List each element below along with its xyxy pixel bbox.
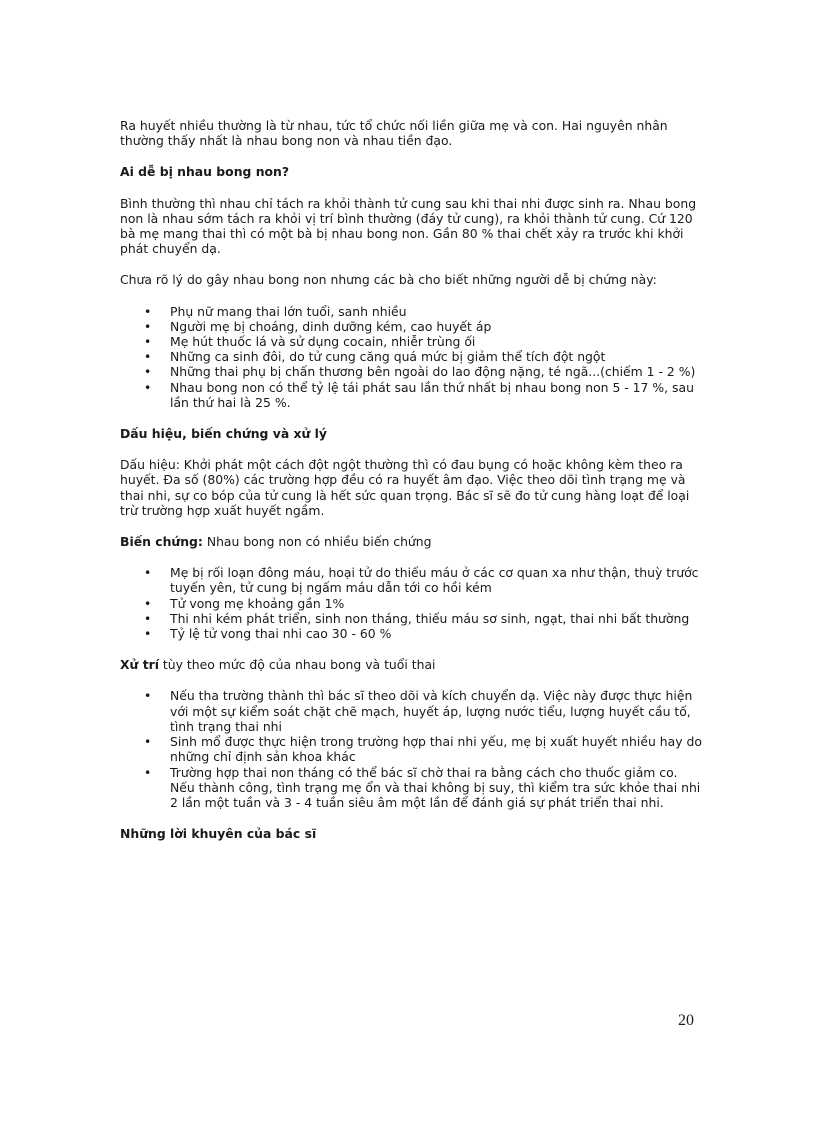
list-item: • Những ca sinh đôi, do tử cung căng quá mức bị giảm thể tích đột ngột	[170, 349, 702, 364]
complications-paragraph	[120, 534, 702, 549]
list-item: • Mẹ hút thuốc lá và sử dụng cocain, nhiễr trùng ối	[170, 334, 702, 349]
complications-label: Biến chứng:	[120, 534, 203, 550]
list-item: • Người mẹ bị choáng, dinh dưỡng kém, cao huyết áp	[170, 319, 702, 334]
intro-paragraph: Ra huyết nhiều thường là từ nhau, tức tổ chức nối liền giữa mẹ và con. Hai nguyên nhân thường thấy nhất là nhau bong non và nhau tiền đạo.	[120, 118, 668, 149]
list-item: • Trường hợp thai non tháng có thể bác sĩ chờ thai ra bằng cách cho thuốc giảm co. Nếu thành công, tình trạng mẹ ổn và thai không bị suy, thì kiểm tra sức khỏe thai nhi 2 lần một tuần và 3 - 4 tuần siêu âm một lần để đánh giá sự phát triển thai nhi.	[170, 765, 702, 811]
list-item: • Mẹ bị rối loạn đông máu, hoại tử do thiếu máu ở các cơ quan xa như thận, thuỳ trước tuyến yên, tử cung bị ngấm máu dẫn tới co hồi kém	[170, 565, 702, 595]
definition-paragraph: Bình thường thì nhau chỉ tách ra khỏi thành tử cung sau khi thai nhi được sinh ra. Nhau bong non là nhau sớm tách ra khỏi vị trí bình thường (đáy tử cung), ra khỏi thành tử cung. Cứ 120 bà mẹ mang thai thì có một bà bị nhau bong non. Gần 80 % thai chết xảy ra trước khi khởi phát chuyển dạ.	[120, 195, 697, 257]
signs-paragraph: Dấu hiệu: Khởi phát một cách đột ngột thường thì có đau bụng có hoặc không kèm theo ra huyết. Đa số (80%) các trường hợp đều có ra huyết âm đạo. Việc theo dõi tình trạng mẹ và thai nhi, sự co bóp của tử cung là hết sức quan trọng. Bác sĩ sẽ đo tử cung hàng loạt để loại trừ trường hợp xuất huyết ngầm.	[120, 457, 690, 518]
treatment-paragraph	[120, 657, 702, 672]
list-item: • Nếu tha trường thành thì bác sĩ theo dõi và kích chuyển dạ. Việc này được thực hiện với một sự kiểm soát chặt chẽ mạch, huyết áp, lượng nước tiểu, lượng huyết cầu tố, tình trạng thai nhi	[170, 688, 702, 734]
list-item: • Những thai phụ bị chấn thương bên ngoài do lao động nặng, té ngã...(chiếm 1 - 2 %)	[170, 364, 702, 379]
risk-factor-list	[120, 304, 702, 410]
list-item: • Tỷ lệ tử vong thai nhi cao 30 - 60 %	[170, 626, 702, 641]
section-heading-signs: Dấu hiệu, biến chứng và xử lý	[120, 426, 327, 442]
list-item: • Sinh mổ được thực hiện trong trường hợp thai nhi yếu, mẹ bị xuất huyết nhiều hay do những chỉ định sản khoa khác	[170, 734, 702, 764]
list-item: • Tử vong mẹ khoảng gần 1%	[170, 596, 702, 611]
section-heading-who: Ai dễ bị nhau bong non?	[120, 164, 290, 180]
treatment-text: tùy theo mức độ của nhau bong và tuổi thai	[158, 657, 436, 673]
complications-text: Nhau bong non có nhiều biến chứng	[202, 534, 432, 550]
complications-list	[120, 565, 702, 641]
list-item: • Phụ nữ mang thai lớn tuổi, sanh nhiều	[170, 304, 702, 319]
treatment-list	[120, 688, 702, 810]
list-item: • Nhau bong non có thể tỷ lệ tái phát sau lần thứ nhất bị nhau bong non 5 - 17 %, sau lần thứ hai là 25 %.	[170, 380, 702, 410]
list-item: • Thi nhi kém phát triển, sinh non tháng, thiếu máu sơ sinh, ngạt, thai nhi bất thường	[170, 611, 702, 626]
risk-intro-paragraph: Chưa rõ lý do gây nhau bong non nhưng các bà cho biết những người dễ bị chứng này:	[120, 272, 657, 288]
treatment-label: Xử trí	[120, 657, 159, 673]
page-content	[120, 118, 702, 857]
section-heading-advice: Những lời khuyên của bác sĩ	[120, 826, 317, 842]
page-number: 20	[678, 1012, 694, 1029]
